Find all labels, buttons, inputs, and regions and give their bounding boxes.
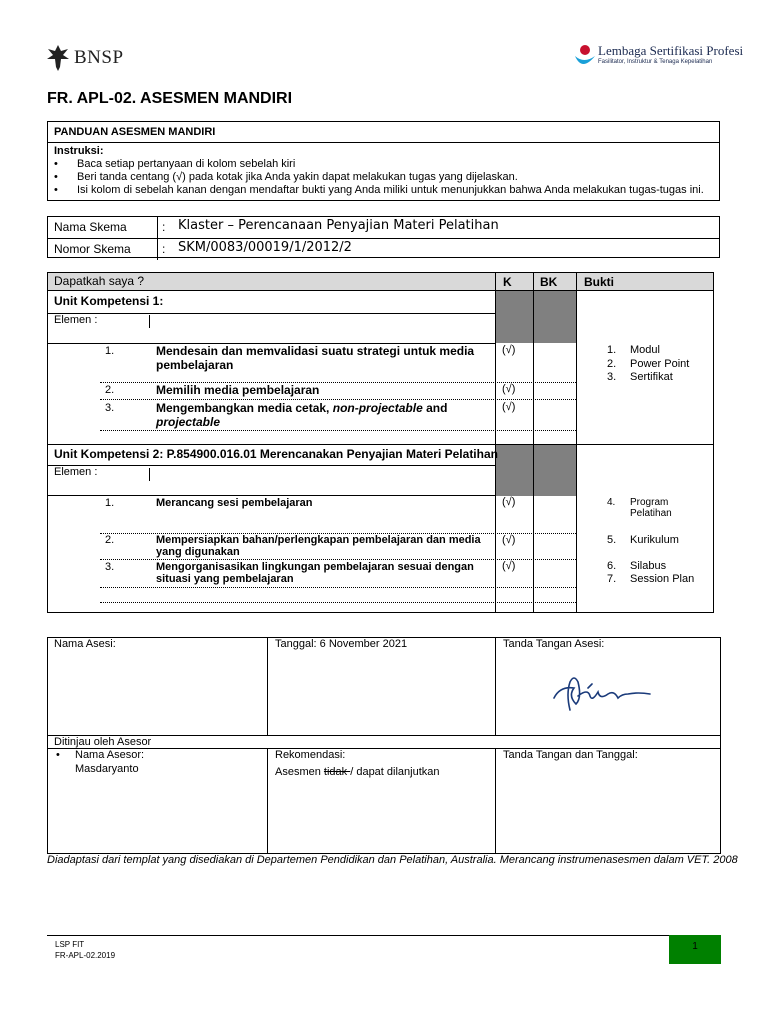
- unit2-item-text: Mengorganisasikan lingkungan pembelajaran sesuai dengan situasi yang pembelajaran: [156, 561, 474, 585]
- nomor-skema-label: Nomor Skema: [48, 239, 158, 260]
- gray-cell: [534, 445, 576, 496]
- colon: :: [162, 242, 166, 256]
- bukti-text: Silabus: [630, 560, 667, 572]
- bukti-text: Sertifikat: [630, 371, 673, 383]
- header-k: K: [503, 275, 512, 289]
- nama-asesor: Masdaryanto: [75, 763, 139, 775]
- lsp-logo: [574, 44, 743, 74]
- unit1-item-check: (√): [502, 344, 516, 356]
- unit2-item-text: Merancang sesi pembelajaran: [156, 497, 313, 509]
- header-question: Dapatkah saya ?: [54, 274, 145, 288]
- elemen-divider: [149, 468, 150, 481]
- instruksi-label: Instruksi:: [54, 145, 104, 157]
- bukti-text: Session Plan: [630, 573, 695, 585]
- asesi-table: [47, 637, 721, 854]
- bukti-no: 3.: [607, 371, 617, 383]
- unit2-item-check: (√): [502, 496, 516, 508]
- unit2-item-no: 2.: [105, 534, 115, 546]
- unit2-item-check: (√): [502, 560, 516, 572]
- unit1-item-check: (√): [502, 383, 516, 395]
- unit1-item-no: 1.: [105, 345, 115, 357]
- page-title: FR. APL-02. ASESMEN MANDIRI: [47, 90, 293, 107]
- header-bukti: Bukti: [584, 275, 614, 289]
- ttd-tanggal-label: Tanda Tangan dan Tanggal:: [503, 749, 638, 761]
- lsp-logo-sub: Fasilitator, Instruktur & Tenaga Kepelatihan: [598, 59, 713, 65]
- gray-cell: [496, 445, 533, 496]
- unit2-item-no: 3.: [105, 561, 115, 573]
- bukti-text: Modul: [630, 344, 660, 356]
- bukti-no: 7.: [607, 573, 617, 585]
- unit2-item-text: Mempersiapkan bahan/perlengkapan pembelajaran dan media yang digunakan: [156, 534, 481, 558]
- unit2-title: Unit Kompetensi 2: P.854900.016.01 Merencanakan Penyajian Materi Pelatihan: [54, 447, 498, 461]
- bukti-no: 5.: [607, 534, 617, 546]
- unit2-item-no: 1.: [105, 497, 115, 509]
- header-bk: BK: [540, 275, 558, 289]
- footer-text: LSP FIT FR-APL-02.2019: [55, 940, 116, 960]
- bukti-text: Program Pelatihan: [630, 497, 672, 519]
- bukti-no: 2.: [607, 358, 617, 370]
- nama-skema-label: Nama Skema: [48, 217, 158, 238]
- gray-cell: [534, 291, 576, 343]
- lsp-emblem-icon: [574, 44, 596, 72]
- elemen-label: Elemen :: [54, 466, 98, 478]
- bnsp-logo: [46, 42, 124, 74]
- kompetensi-table: [47, 272, 714, 613]
- unit1-title: Unit Kompetensi 1:: [54, 294, 164, 308]
- footer-divider: [47, 935, 721, 936]
- unit1-item-text: Mendesain dan memvalidasi suatu strategi untuk media pembelajaran: [156, 344, 475, 372]
- rekomendasi-label: Rekomendasi:: [275, 749, 346, 761]
- rekomendasi-value: Asesmen tidak / dapat dilanjutkan: [275, 766, 440, 778]
- panduan-box: [47, 121, 720, 201]
- instruksi-item: • Beri tanda centang (√) pada kotak jika Anda yakin dapat melakukan tugas yang dijelaskan.: [54, 171, 518, 183]
- bukti-no: 1.: [607, 344, 617, 356]
- signature-image: [548, 668, 660, 716]
- unit1-item-no: 2.: [105, 384, 115, 396]
- gray-cell: [496, 291, 533, 343]
- nama-asesi-label: Nama Asesi:: [54, 638, 116, 650]
- elemen-divider: [149, 315, 150, 328]
- nama-skema-value: Klaster – Perencanaan Penyajian Materi Pelatihan: [178, 218, 499, 233]
- skema-nama-row: [48, 217, 719, 238]
- panduan-heading: PANDUAN ASESMEN MANDIRI: [48, 122, 719, 143]
- bukti-no: 4.: [607, 497, 616, 508]
- elemen-label: Elemen :: [54, 314, 98, 326]
- ttd-asesi-label: Tanda Tangan Asesi:: [503, 638, 605, 650]
- unit1-item-text: Memilih media pembelajaran: [156, 383, 320, 397]
- bukti-text: Kurikulum: [630, 534, 679, 546]
- nomor-skema-value: SKM/0083/00019/1/2012/2: [178, 240, 352, 255]
- bnsp-logo-text: BNSP: [74, 47, 124, 68]
- skema-table: [47, 216, 720, 258]
- footnote: Diadaptasi dari templat yang disediakan di Departemen Pendidikan dan Pelatihan, Australia. Merancang instrumenasesmen dalam VET. 2008: [47, 854, 738, 866]
- bullet: •: [56, 749, 60, 761]
- colon: :: [162, 220, 166, 234]
- garuda-icon: [46, 43, 70, 73]
- tanggal-asesi: Tanggal: 6 November 2021: [275, 638, 408, 650]
- instruksi-item: • Baca setiap pertanyaan di kolom sebelah kiri: [54, 158, 296, 170]
- bukti-text: Power Point: [630, 358, 690, 370]
- lsp-logo-name: Lembaga Sertifikasi Profesi: [598, 43, 744, 58]
- nama-asesor-label: Nama Asesor:: [75, 749, 145, 761]
- unit2-item-check: (√): [502, 534, 516, 546]
- skema-nomor-row: [48, 238, 719, 260]
- instruksi-item: • Isi kolom di sebelah kanan dengan mendaftar bukti yang Anda miliki untuk menunjukkan bahwa Anda melakukan tugas-tugas ini.: [54, 184, 704, 196]
- unit1-item-check: (√): [502, 401, 516, 413]
- unit1-item-no: 3.: [105, 402, 115, 414]
- bukti-no: 6.: [607, 560, 617, 572]
- ditinjau-label: Ditinjau oleh Asesor: [54, 736, 152, 748]
- unit1-item-text: Mengembangkan media cetak, non-projectable and projectable: [156, 401, 448, 429]
- page-number: 1: [669, 935, 721, 964]
